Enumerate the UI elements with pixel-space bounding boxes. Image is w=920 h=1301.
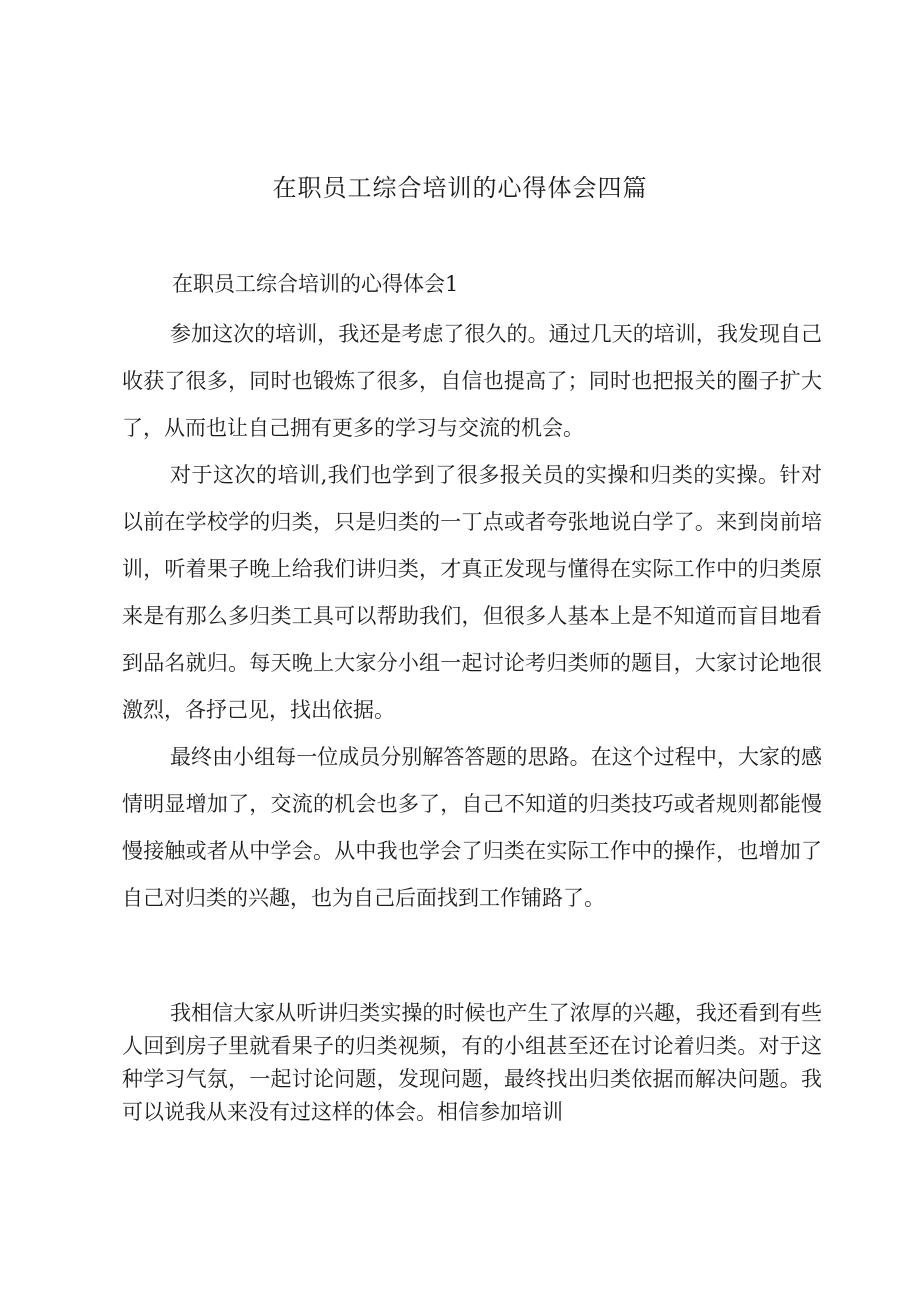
paragraph: 参加这次的培训，我还是考虑了很久的。通过几天的培训，我发现自己收获了很多，同时也锻炼了很多，自信也提高了；同时也把报关的圈子扩大了，从而也让自己拥有更多的学习与交流的机会。 (122, 322, 822, 440)
paragraph: 我相信大家从听讲归类实操的时候也产生了浓厚的兴趣，我还看到有些人回到房子里就看果子的归类视频，有的小组甚至还在讨论着归类。对于这种学习气氛，一起讨论问题，发现问题，最终找出归类依据而解决问题。我可以说我从来没有过这样的体会。相信参加培训 (122, 1001, 822, 1124)
paragraph: 最终由小组每一位成员分别解答答题的思路。在这个过程中，大家的感情明显增加了，交流的机会也多了，自己不知道的归类技巧或者规则都能慢慢接触或者从中学会。从中我也学会了归类在实际工作中的操作，也增加了自己对归类的兴趣，也为自己后面找到工作铺路了。 (122, 745, 822, 910)
document-title: 在职员工综合培训的心得体会四篇 (272, 174, 648, 202)
paragraph: 对于这次的培训,我们也学到了很多报关员的实操和归类的实操。针对以前在学校学的归类，只是归类的一丁点或者夸张地说白学了。来到岗前培训，听着果子晚上给我们讲归类，才真正发现与懂得在实际工作中的归类原来是有那么多归类工具可以帮助我们，但很多人基本上是不知道而盲目地看到品名就归。每天晚上大家分小组一起讨论考归类师的题目，大家讨论地很激烈，各抒己见，找出依据。 (122, 463, 822, 722)
section-heading: 在职员工综合培训的心得体会1 (172, 272, 459, 296)
